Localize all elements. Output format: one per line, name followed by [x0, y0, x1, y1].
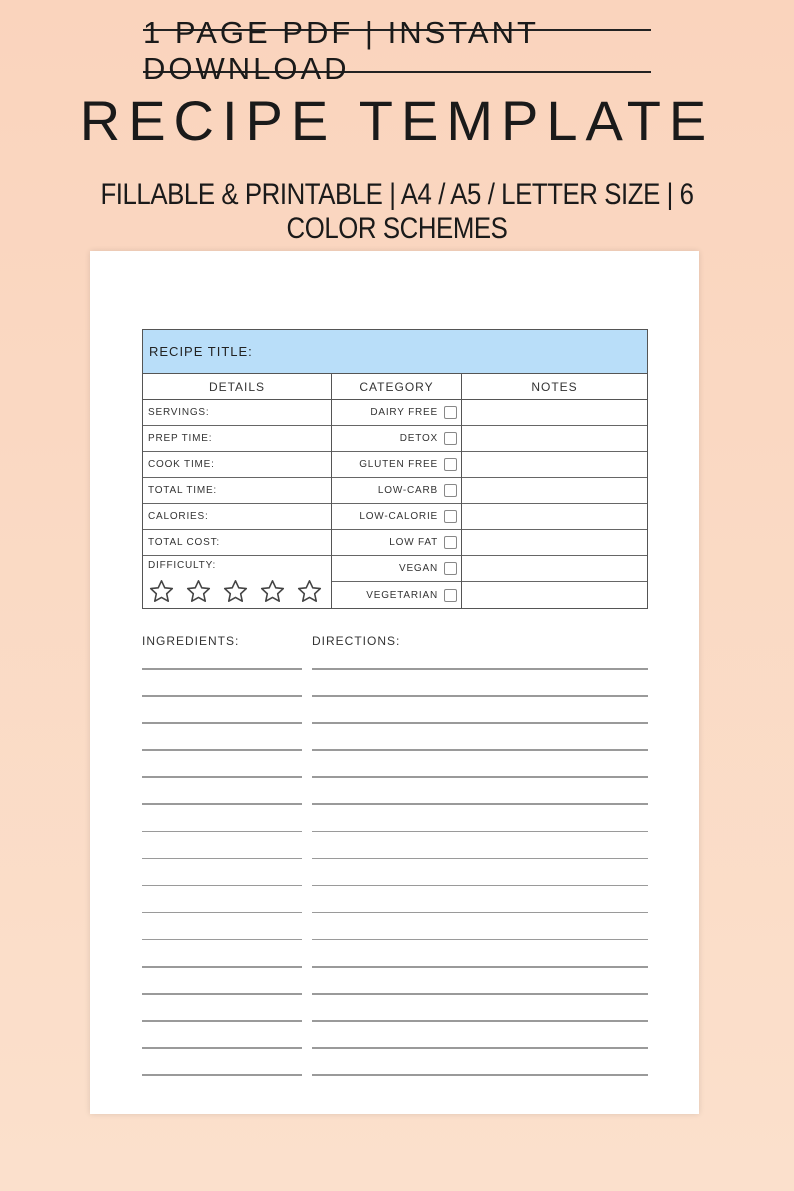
- detail-field-total-time[interactable]: [143, 478, 331, 504]
- star-icon[interactable]: [222, 578, 249, 605]
- difficulty-block: [143, 556, 331, 608]
- notes-field[interactable]: [462, 504, 647, 530]
- ingredients-lines[interactable]: [142, 668, 302, 1102]
- writing-line[interactable]: [312, 722, 648, 724]
- category-item-vegan: [332, 556, 461, 582]
- detail-field-servings[interactable]: [143, 400, 331, 426]
- writing-line[interactable]: [142, 885, 302, 887]
- writing-line[interactable]: [312, 939, 648, 941]
- writing-line[interactable]: [142, 749, 302, 751]
- detail-label: SERVINGS:: [148, 407, 210, 418]
- writing-line[interactable]: [142, 1047, 302, 1049]
- recipe-sheet: [90, 251, 699, 1114]
- notes-field[interactable]: [462, 400, 647, 426]
- category-checkbox[interactable]: [444, 432, 457, 445]
- writing-line[interactable]: [312, 1074, 648, 1076]
- writing-line[interactable]: [142, 1074, 302, 1076]
- category-label: VEGETARIAN: [366, 589, 438, 601]
- writing-line[interactable]: [142, 722, 302, 724]
- difficulty-rating: [148, 578, 331, 605]
- notes-field[interactable]: [462, 530, 647, 556]
- writing-line[interactable]: [312, 858, 648, 860]
- category-item-low-fat: [332, 530, 461, 556]
- category-label: DETOX: [399, 433, 438, 444]
- detail-field-cook-time[interactable]: [143, 452, 331, 478]
- writing-line[interactable]: [142, 912, 302, 914]
- detail-label: CALORIES:: [148, 511, 209, 522]
- category-label: GLUTEN FREE: [359, 459, 438, 470]
- writing-line[interactable]: [312, 1020, 648, 1022]
- category-item-low-calorie: [332, 504, 461, 530]
- writing-line[interactable]: [142, 939, 302, 941]
- page-title: RECIPE TEMPLATE: [79, 89, 715, 152]
- ingredients-label: INGREDIENTS:: [142, 634, 240, 648]
- detail-label: PREP TIME:: [148, 433, 213, 444]
- star-icon[interactable]: [259, 578, 286, 605]
- category-label: VEGAN: [398, 563, 438, 574]
- notes-field[interactable]: [462, 478, 647, 504]
- notes-header: NOTES: [462, 374, 647, 400]
- category-header: CATEGORY: [332, 374, 461, 400]
- writing-line[interactable]: [312, 1047, 648, 1049]
- category-item-vegetarian: [332, 582, 461, 608]
- writing-line[interactable]: [312, 695, 648, 697]
- category-label: DAIRY FREE: [370, 407, 438, 418]
- detail-field-total-cost[interactable]: [143, 530, 331, 556]
- detail-field-calories[interactable]: [143, 504, 331, 530]
- top-banner: [143, 15, 651, 86]
- category-checkbox[interactable]: [444, 406, 457, 419]
- difficulty-label: DIFFICULTY:: [148, 560, 217, 571]
- category-item-gluten-free: [332, 452, 461, 478]
- category-column: [332, 374, 462, 608]
- subtitle: FILLABLE & PRINTABLE | A4 / A5 / LETTER SIZE | 6 COLOR SCHEMES: [100, 178, 694, 245]
- category-item-low-carb: [332, 478, 461, 504]
- writing-line[interactable]: [142, 695, 302, 697]
- writing-line[interactable]: [142, 1020, 302, 1022]
- writing-line[interactable]: [142, 858, 302, 860]
- detail-field-prep-time[interactable]: [143, 426, 331, 452]
- writing-line[interactable]: [142, 993, 302, 995]
- details-column: [143, 374, 332, 608]
- notes-field[interactable]: [462, 582, 647, 608]
- star-icon[interactable]: [148, 578, 175, 605]
- writing-line[interactable]: [142, 966, 302, 968]
- writing-line[interactable]: [312, 966, 648, 968]
- writing-line[interactable]: [312, 885, 648, 887]
- detail-label: TOTAL TIME:: [148, 485, 217, 496]
- notes-field[interactable]: [462, 452, 647, 478]
- writing-line[interactable]: [142, 776, 302, 778]
- writing-line[interactable]: [142, 803, 302, 805]
- category-label: LOW-CALORIE: [359, 511, 438, 522]
- category-checkbox[interactable]: [444, 484, 457, 497]
- category-item-detox: [332, 426, 461, 452]
- directions-lines[interactable]: [312, 668, 648, 1102]
- notes-field[interactable]: [462, 426, 647, 452]
- recipe-table: [142, 329, 648, 609]
- category-checkbox[interactable]: [444, 510, 457, 523]
- category-checkbox[interactable]: [444, 536, 457, 549]
- recipe-title-field[interactable]: [143, 330, 647, 374]
- writing-line[interactable]: [312, 831, 648, 833]
- category-checkbox[interactable]: [444, 562, 457, 575]
- writing-line[interactable]: [312, 749, 648, 751]
- writing-line[interactable]: [312, 776, 648, 778]
- recipe-grid: [143, 374, 647, 608]
- star-icon[interactable]: [296, 578, 323, 605]
- detail-label: TOTAL COST:: [148, 537, 220, 548]
- banner-text: 1 PAGE PDF | INSTANT DOWNLOAD: [143, 15, 539, 86]
- directions-label: DIRECTIONS:: [312, 634, 401, 648]
- category-label: LOW-CARB: [377, 485, 438, 496]
- category-checkbox[interactable]: [444, 589, 457, 602]
- notes-field[interactable]: [462, 556, 647, 582]
- star-icon[interactable]: [185, 578, 212, 605]
- detail-label: COOK TIME:: [148, 459, 215, 470]
- recipe-title-label: RECIPE TITLE:: [149, 344, 253, 359]
- notes-column: [462, 374, 647, 608]
- category-item-dairy-free: [332, 400, 461, 426]
- writing-line[interactable]: [312, 993, 648, 995]
- writing-line[interactable]: [312, 668, 648, 670]
- category-checkbox[interactable]: [444, 458, 457, 471]
- category-label: LOW FAT: [389, 537, 438, 548]
- writing-line[interactable]: [142, 831, 302, 833]
- writing-line[interactable]: [142, 668, 302, 670]
- details-header: DETAILS: [143, 374, 331, 400]
- writing-line[interactable]: [312, 803, 648, 805]
- writing-line[interactable]: [312, 912, 648, 914]
